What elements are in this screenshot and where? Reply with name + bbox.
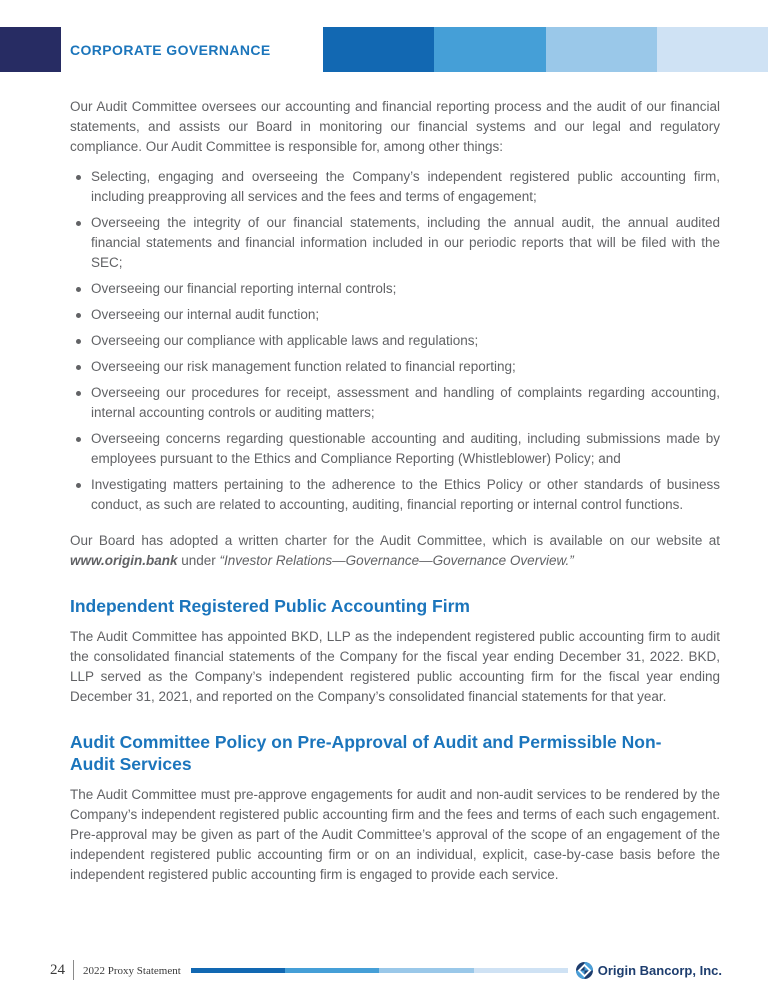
header-bar-segment-lightest	[657, 27, 768, 72]
intro-paragraph: Our Audit Committee oversees our accounting and financial reporting process and the audit of our financial statements, and assists our Board in monitoring our financial systems and our legal and regulatory compliance. Our Audit Committee is responsible for, among other things:	[70, 99, 720, 154]
header-navy-block	[0, 27, 61, 72]
header-title-area	[61, 27, 323, 72]
header-bar-segment-medium	[434, 27, 545, 72]
list-item: Overseeing our financial reporting internal controls;	[70, 279, 720, 299]
company-logo	[576, 962, 722, 979]
list-item: Overseeing our internal audit function;	[70, 305, 720, 325]
list-item: Investigating matters pertaining to the adherence to the Ethics Policy or other standards of business conduct, as such are related to accounting, auditing, financial reporting or internal control functions.	[70, 475, 720, 515]
page-number: 24	[50, 961, 65, 978]
document-title: 2022 Proxy Statement	[83, 965, 181, 977]
section-heading-accounting-firm: Independent Registered Public Accounting Firm	[70, 596, 470, 616]
charter-paragraph	[70, 531, 720, 571]
footer-bar-segment-medium	[285, 968, 379, 973]
charter-quoted-path: “Investor Relations—Governance—Governance Overview.”	[219, 553, 574, 568]
audit-committee-duties-list	[70, 167, 720, 515]
company-name: Origin Bancorp, Inc.	[597, 962, 722, 978]
header-bar-segment-light	[546, 27, 657, 72]
page-content	[70, 97, 720, 893]
list-item: Overseeing concerns regarding questionable accounting and auditing, including submissions made by employees pursuant to the Ethics and Compliance Reporting (Whistleblower) Policy; and	[70, 429, 720, 469]
section-heading-preapproval-policy: Audit Committee Policy on Pre-Approval of Audit and Permissible Non-Audit Services	[70, 732, 662, 774]
list-item: Overseeing our risk management function related to financial reporting;	[70, 357, 720, 377]
footer-bar-segment-lightest	[474, 968, 568, 973]
charter-text-middle: under	[177, 553, 220, 568]
section-title: CORPORATE GOVERNANCE	[70, 41, 271, 58]
list-item: Overseeing the integrity of our financial statements, including the annual audit, the annual audited financial statements and financial information included in our periodic reports that will be filed with the SEC;	[70, 213, 720, 273]
list-item: Selecting, engaging and overseeing the Company’s independent registered public accounting firm, including preapproving all services and the fees and terms of engagement;	[70, 167, 720, 207]
section-body-preapproval-policy: The Audit Committee must pre-approve engagements for audit and non-audit services to be rendered by the Company’s independent registered public accounting firm and the fees and terms of each such engagement. Pre-approval may be given as part of the Audit Committee’s approval of the scope of an engagement of the independent registered public accounting firm or on an individual, explicit, case-by-case basis before the independent registered public accounting firm is engaged to provide each service.	[70, 787, 720, 882]
page-header	[0, 27, 768, 72]
footer-bar-segment-light	[379, 968, 473, 973]
header-gradient-bar	[323, 27, 768, 72]
header-bar-segment-dark	[323, 27, 434, 72]
footer-divider	[73, 960, 74, 980]
origin-globe-icon	[576, 962, 593, 979]
footer-gradient-bar	[191, 968, 568, 973]
list-item: Overseeing our procedures for receipt, assessment and handling of complaints regarding accounting, internal accounting controls or auditing matters;	[70, 383, 720, 423]
footer-bar-segment-dark	[191, 968, 285, 973]
page-footer	[50, 958, 722, 982]
list-item: Overseeing our compliance with applicable laws and regulations;	[70, 331, 720, 351]
section-body-accounting-firm: The Audit Committee has appointed BKD, LLP as the independent registered public accounting firm to audit the consolidated financial statements of the Company for the fiscal year ending December 31, 2022. BKD, LLP served as the Company’s independent registered public accounting firm for the fiscal year ending December 31, 2021, and reported on the Company’s consolidated financial statements for that year.	[70, 629, 720, 704]
charter-text-before: Our Board has adopted a written charter for the Audit Committee, which is available on our website at	[70, 533, 720, 548]
website-text: www.origin.bank	[70, 553, 178, 568]
